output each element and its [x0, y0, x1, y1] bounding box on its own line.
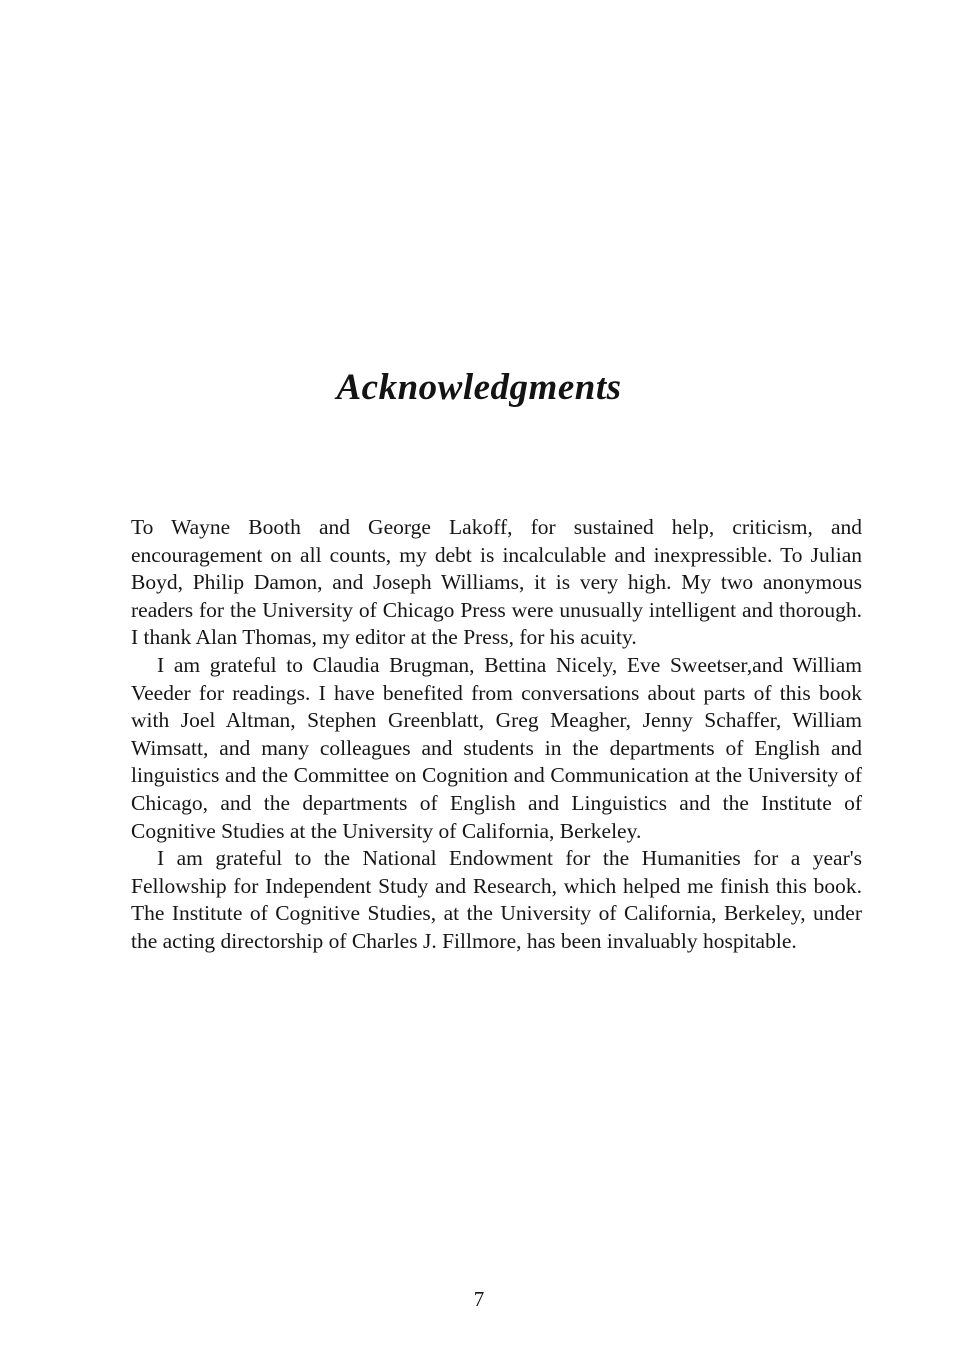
page-number: 7	[473, 1287, 485, 1311]
paragraph-1: To Wayne Booth and George Lakoff, for sustained help, criticism, and encouragement on all counts, my debt is incalculable and inexpressible. To Julian Boyd, Philip Damon, and Joseph Williams, it is very high. My two anonymous readers for the University of Chicago Press were unusually intelligent and thorough. I thank Alan Thomas, my editor at the Press, for his acuity.	[131, 515, 862, 650]
body-text	[131, 514, 862, 956]
paragraph-3: I am grateful to the National Endowment for the Humanities for a year's Fellowship for Independent Study and Research, which helped me finish this book. The Institute of Cognitive Studies, at the University of California, Berkeley, under the acting directorship of Charles J. Fillmore, has been invaluably hospitable.	[131, 846, 862, 953]
chapter-title: Acknowledgments	[336, 367, 622, 408]
paragraph-2: I am grateful to Claudia Brugman, Bettina Nicely, Eve Sweetser,and William Veeder for readings. I have benefited from conversations about parts of this book with Joel Altman, Stephen Greenblatt, Greg Meagher, Jenny Schaffer, William Wimsatt, and many colleagues and students in the departments of English and linguistics and the Committee on Cognition and Communication at the University of Chicago, and the departments of English and Linguistics and the Institute of Cognitive Studies at the University of California, Berkeley.	[131, 652, 862, 843]
